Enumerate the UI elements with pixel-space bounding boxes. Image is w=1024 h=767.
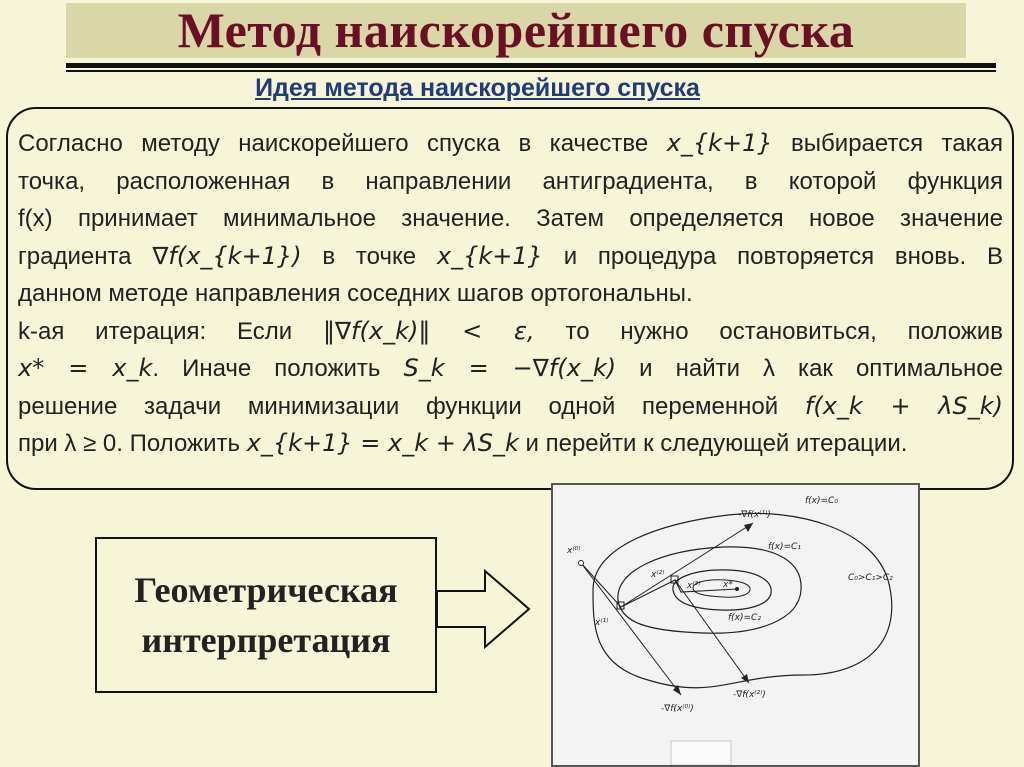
geometric-interpretation-callout — [95, 537, 437, 693]
text-line-9 — [18, 425, 1003, 463]
text-span: градиента — [18, 242, 153, 270]
text-span: решение задачи минимизации функции одной переменной — [18, 392, 805, 420]
text-span: то нужно остановиться, положив — [534, 317, 1003, 345]
label-x0: x⁽⁰⁾ — [567, 546, 581, 556]
math-expression: x_{k+1} — [666, 129, 773, 157]
text-line-5: данном методе направления соседних шагов ортогональны. — [18, 280, 693, 307]
math-expression: S_k = −∇f(x_k) — [403, 354, 617, 382]
right-arrow-icon — [435, 569, 531, 649]
text-span: выбирается такая — [772, 130, 1003, 157]
title-rule-thin — [66, 70, 996, 72]
math-expression: ‖∇f(x_k)‖ < ε, — [323, 316, 535, 345]
contour-c0 — [593, 513, 892, 687]
text-span: Согласно методу наискорейшего спуска в качестве — [18, 130, 667, 157]
text-span: при λ ≥ 0. Положить — [18, 430, 247, 457]
title-rule-thick — [66, 63, 996, 68]
callout-line-1: Геометрическая — [134, 570, 398, 610]
text-line-8 — [18, 388, 1003, 426]
label-c1: f(x)=C₁ — [768, 542, 801, 552]
text-line-2: точка, расположенная в направлении антиградиента, в которой функция — [18, 167, 1003, 195]
text-span: . Иначе положить — [152, 355, 404, 382]
point-x0 — [579, 561, 584, 566]
math-expression: x* = x_k — [18, 354, 153, 382]
method-description-box — [6, 107, 1014, 490]
text-line-3: f(x) принимает минимальное значение. Затем определяется новое значение — [18, 205, 1003, 232]
text-line-4 — [18, 238, 1003, 276]
label-x2: x⁽²⁾ — [651, 570, 665, 580]
text-span: k-ая итерация: Если — [18, 317, 323, 345]
label-x1: x⁽¹⁾ — [595, 618, 609, 628]
arrow-g1 — [621, 523, 753, 607]
text-line-7 — [18, 350, 1003, 388]
label-g2: -∇f(x⁽²⁾) — [733, 690, 766, 700]
math-expression: x_{k+1} — [436, 241, 543, 270]
math-expression: f(x_k + λS_k) — [804, 391, 1003, 420]
section-subtitle: Идея метода наискорейшего спуска — [255, 74, 700, 102]
contour-inner — [693, 580, 750, 597]
page-title: Метод наискорейшего спуска — [177, 2, 855, 58]
text-span: и процедура повторяется вновь. В — [542, 242, 1003, 270]
callout-line-2: интерпретация — [141, 620, 391, 660]
math-expression: ∇f(x_{k+1}) — [152, 241, 302, 270]
steepest-descent-diagram — [551, 483, 920, 767]
label-x3: x⁽³⁾ — [687, 581, 701, 591]
text-line-1 — [18, 125, 1003, 163]
text-span: в точке — [301, 242, 437, 270]
contour-diagram — [553, 485, 918, 765]
label-xstar: x* — [723, 580, 733, 590]
label-c0: f(x)=C₀ — [805, 496, 838, 506]
label-g0: -∇f(x⁽⁰⁾) — [661, 704, 694, 714]
text-line-6 — [18, 313, 1003, 351]
text-span: и перейти к следующей итерации. — [518, 430, 908, 457]
label-g1: -∇f(x⁽¹⁾) — [738, 510, 771, 520]
figure-footer-box — [671, 741, 731, 765]
point-xstar — [735, 587, 739, 591]
text-span: и найти λ как оптимальное — [616, 355, 1003, 382]
label-order: C₀>C₁>C₂ — [848, 573, 893, 583]
label-c2: f(x)=C₂ — [728, 613, 761, 623]
math-expression: x_{k+1} = x_k + λS_k — [246, 429, 519, 457]
